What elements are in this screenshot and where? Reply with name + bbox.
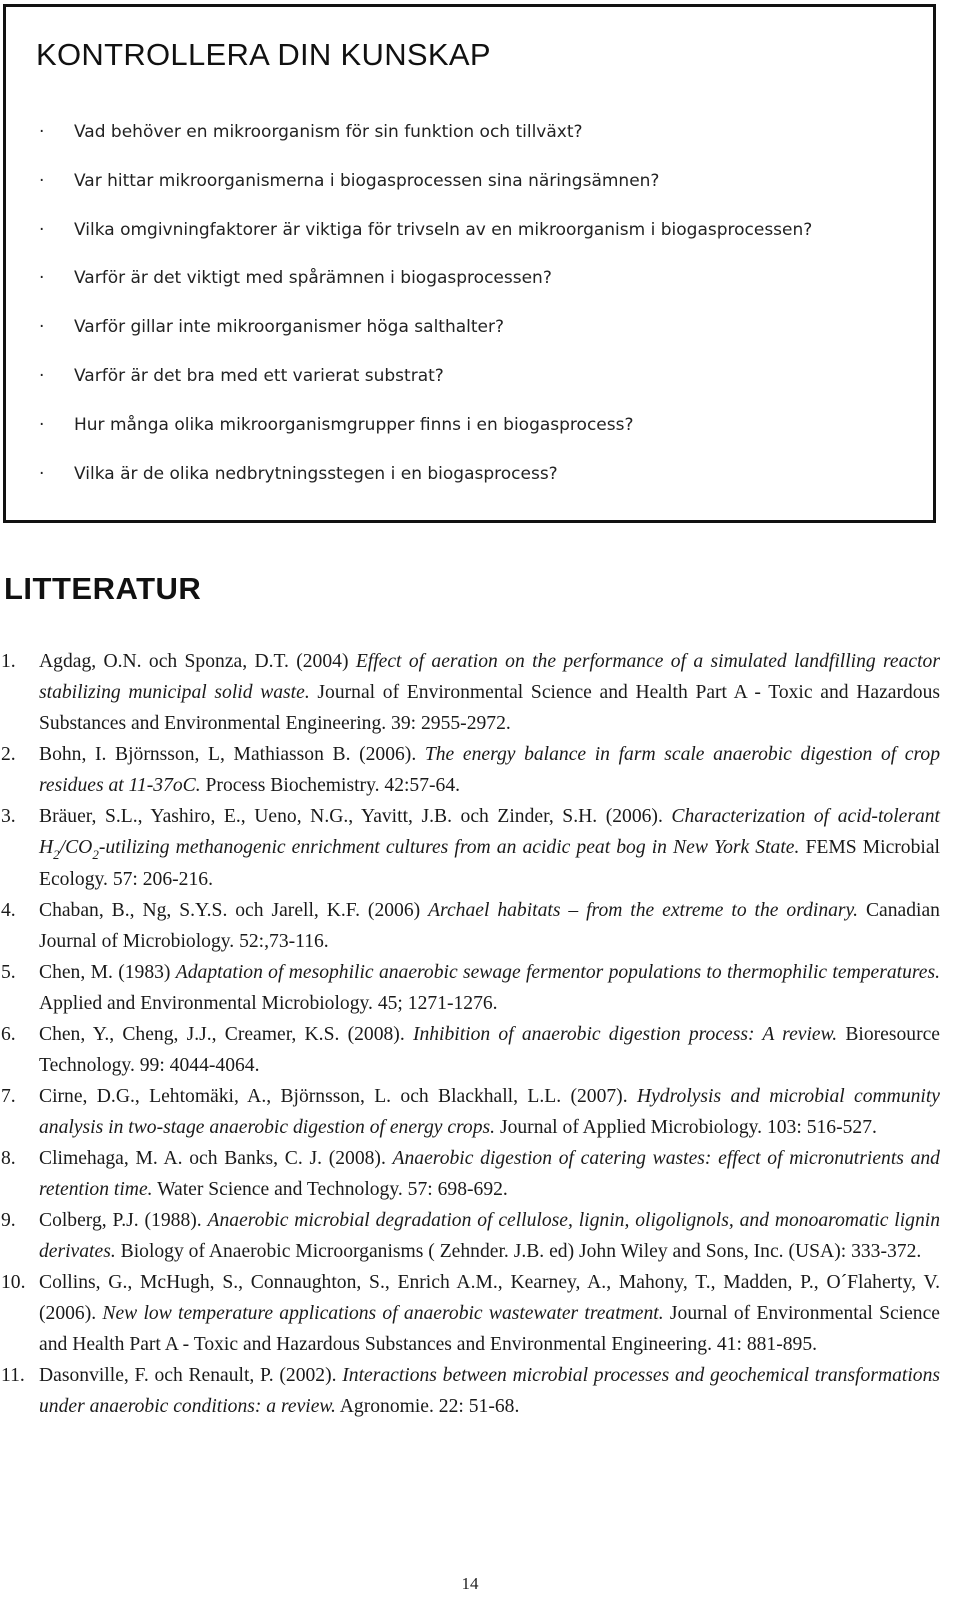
bullet-icon: · <box>39 219 45 240</box>
reference-item <box>0 1360 940 1422</box>
reference-authors: Agdag, O.N. och Sponza, D.T. (2004) <box>39 651 356 672</box>
reference-authors: Colberg, P.J. (1988). <box>39 1210 208 1231</box>
reference-title: Adaptation of mesophilic anaerobic sewage fermentor populations to thermophilic temperatures. <box>175 962 940 983</box>
question-text: Hur många olika mikroorganismgrupper finns i en biogasprocess? <box>74 414 634 435</box>
reference-title: Inhibition of anaerobic digestion process: A review. <box>412 1024 838 1045</box>
reference-authors: Chen, Y., Cheng, J.J., Creamer, K.S. (2008). <box>39 1024 413 1045</box>
reference-item <box>0 646 940 739</box>
question-text: Varför är det viktigt med spårämnen i biogasprocessen? <box>74 268 552 289</box>
page-number: 14 <box>461 1574 479 1593</box>
question-text: Varför är det bra med ett varierat substrat? <box>74 365 444 386</box>
box-title: KONTROLLERA DIN KUNSKAP <box>36 37 491 72</box>
reference-number: 2. <box>1 744 16 765</box>
bullet-icon: · <box>39 463 45 484</box>
reference-title: Hydrolysis and microbial community analysis in two-stage anaerobic digestion of energy crops. <box>39 1086 941 1138</box>
reference-source: Journal of Applied Microbiology. 103: 516-527. <box>495 1117 877 1138</box>
reference-title: Archael habitats – from the extreme to the ordinary. <box>428 900 859 921</box>
reference-number: 10. <box>1 1272 26 1293</box>
reference-title: Anaerobic digestion of catering wastes: effect of micronutrients and retention time. <box>39 1148 940 1200</box>
reference-number: 11. <box>1 1365 25 1386</box>
reference-authors: Climehaga, M. A. och Banks, C. J. (2008). <box>39 1148 393 1169</box>
reference-item <box>0 1019 940 1081</box>
reference-authors: Dasonville, F. och Renault, P. (2002). <box>39 1365 343 1386</box>
reference-item <box>0 957 940 1019</box>
reference-number: 9. <box>1 1210 16 1231</box>
reference-number: 3. <box>1 806 16 827</box>
bullet-icon: · <box>39 317 45 338</box>
reference-source: Journal of Environmental Science and Health Part A - Toxic and Hazardous Substances and Environmental Engineering. 41: 881-895. <box>39 1303 941 1355</box>
reference-item <box>0 1143 940 1205</box>
reference-authors: Collins, G., McHugh, S., Connaughton, S., Enrich A.M., Kearney, A., Mahony, T., Madden, P., O´Flaherty, V. (2006). <box>39 1272 940 1324</box>
reference-source: Canadian Journal of Microbiology. 52:,73-116. <box>39 900 940 952</box>
reference-number: 7. <box>1 1086 16 1107</box>
bullet-icon: · <box>39 170 45 191</box>
title-part: Characterization of acid-tolerant H <box>39 806 940 858</box>
title-part: /CO <box>59 837 93 858</box>
reference-title: New low temperature applications of anaerobic wastewater treatment. <box>102 1303 664 1324</box>
reference-authors: Cirne, D.G., Lehtomäki, A., Björnsson, L. och Blackhall, L.L. (2007). <box>39 1086 637 1107</box>
reference-number: 6. <box>1 1024 16 1045</box>
reference-item <box>0 895 940 957</box>
bullet-icon: · <box>39 122 45 142</box>
question-text: Vilka omgivningfaktorer är viktiga för trivseln av en mikroorganism i biogasprocessen? <box>74 219 813 240</box>
reference-number: 4. <box>1 900 16 921</box>
reference-authors: Bräuer, S.L., Yashiro, E., Ueno, N.G., Yavitt, J.B. och Zinder, S.H. (2006). <box>39 806 672 827</box>
reference-item <box>0 801 940 895</box>
title-part: -utilizing methanogenic enrichment cultures from an acidic peat bog in New York State. <box>98 837 800 858</box>
literature-heading: LITTERATUR <box>4 571 202 606</box>
knowledge-check-box <box>3 4 936 523</box>
question-text: Vad behöver en mikroorganism för sin funktion och tillväxt? <box>74 122 583 142</box>
reference-item <box>0 1267 940 1360</box>
reference-authors: Chen, M. (1983) <box>39 962 176 983</box>
reference-item <box>0 1081 940 1143</box>
reference-source: FEMS Microbial Ecology. 57: 206-216. <box>39 837 940 890</box>
reference-title: Effect of aeration on the performance of a simulated landfilling reactor stabilizing municipal solid waste. <box>39 651 940 703</box>
reference-list <box>0 646 940 1422</box>
question-text: Varför gillar inte mikroorganismer höga salthalter? <box>74 317 505 338</box>
bullet-icon: · <box>39 268 45 289</box>
reference-source: Applied and Environmental Microbiology. 45; 1271-1276. <box>39 993 498 1014</box>
reference-title: The energy balance in farm scale anaerobic digestion of crop residues at 11-37oC. <box>39 744 940 796</box>
reference-number: 5. <box>1 962 16 983</box>
reference-item <box>0 1205 940 1267</box>
reference-title: Anaerobic microbial degradation of cellulose, lignin, oligolignols, and monoaromatic lignin derivates. <box>39 1210 940 1262</box>
reference-source: Journal of Environmental Science and Health Part A - Toxic and Hazardous Substances and Environmental Engineering. 39: 2955-2972. <box>39 682 941 734</box>
reference-authors: Bohn, I. Björnsson, L, Mathiasson B. (2006). <box>39 744 425 765</box>
reference-number: 1. <box>1 651 16 672</box>
reference-number: 8. <box>1 1148 16 1169</box>
reference-item <box>0 739 940 801</box>
reference-source: Biology of Anaerobic Microorganisms ( Zehnder. J.B. ed) John Wiley and Sons, Inc. (USA): 333-372. <box>115 1241 922 1262</box>
subscript: 2 <box>92 847 99 862</box>
bullet-icon: · <box>39 365 45 386</box>
question-text: Vilka är de olika nedbrytningsstegen i en biogasprocess? <box>74 463 558 484</box>
reference-source: Water Science and Technology. 57: 698-692. <box>152 1179 508 1200</box>
bullet-icon: · <box>39 414 45 435</box>
reference-authors: Chaban, B., Ng, S.Y.S. och Jarell, K.F. (2006) <box>39 900 429 921</box>
reference-source: Bioresource Technology. 99: 4044-4064. <box>39 1024 940 1076</box>
subscript: 2 <box>53 847 60 862</box>
reference-source: Process Biochemistry. 42:57-64. <box>200 775 461 796</box>
question-text: Var hittar mikroorganismerna i biogasprocessen sina näringsämnen? <box>74 170 660 191</box>
reference-source: Agronomie. 22: 51-68. <box>335 1396 520 1417</box>
reference-title: Interactions between microbial processes and geochemical transformations under anaerobic conditions: a review. <box>39 1365 941 1417</box>
